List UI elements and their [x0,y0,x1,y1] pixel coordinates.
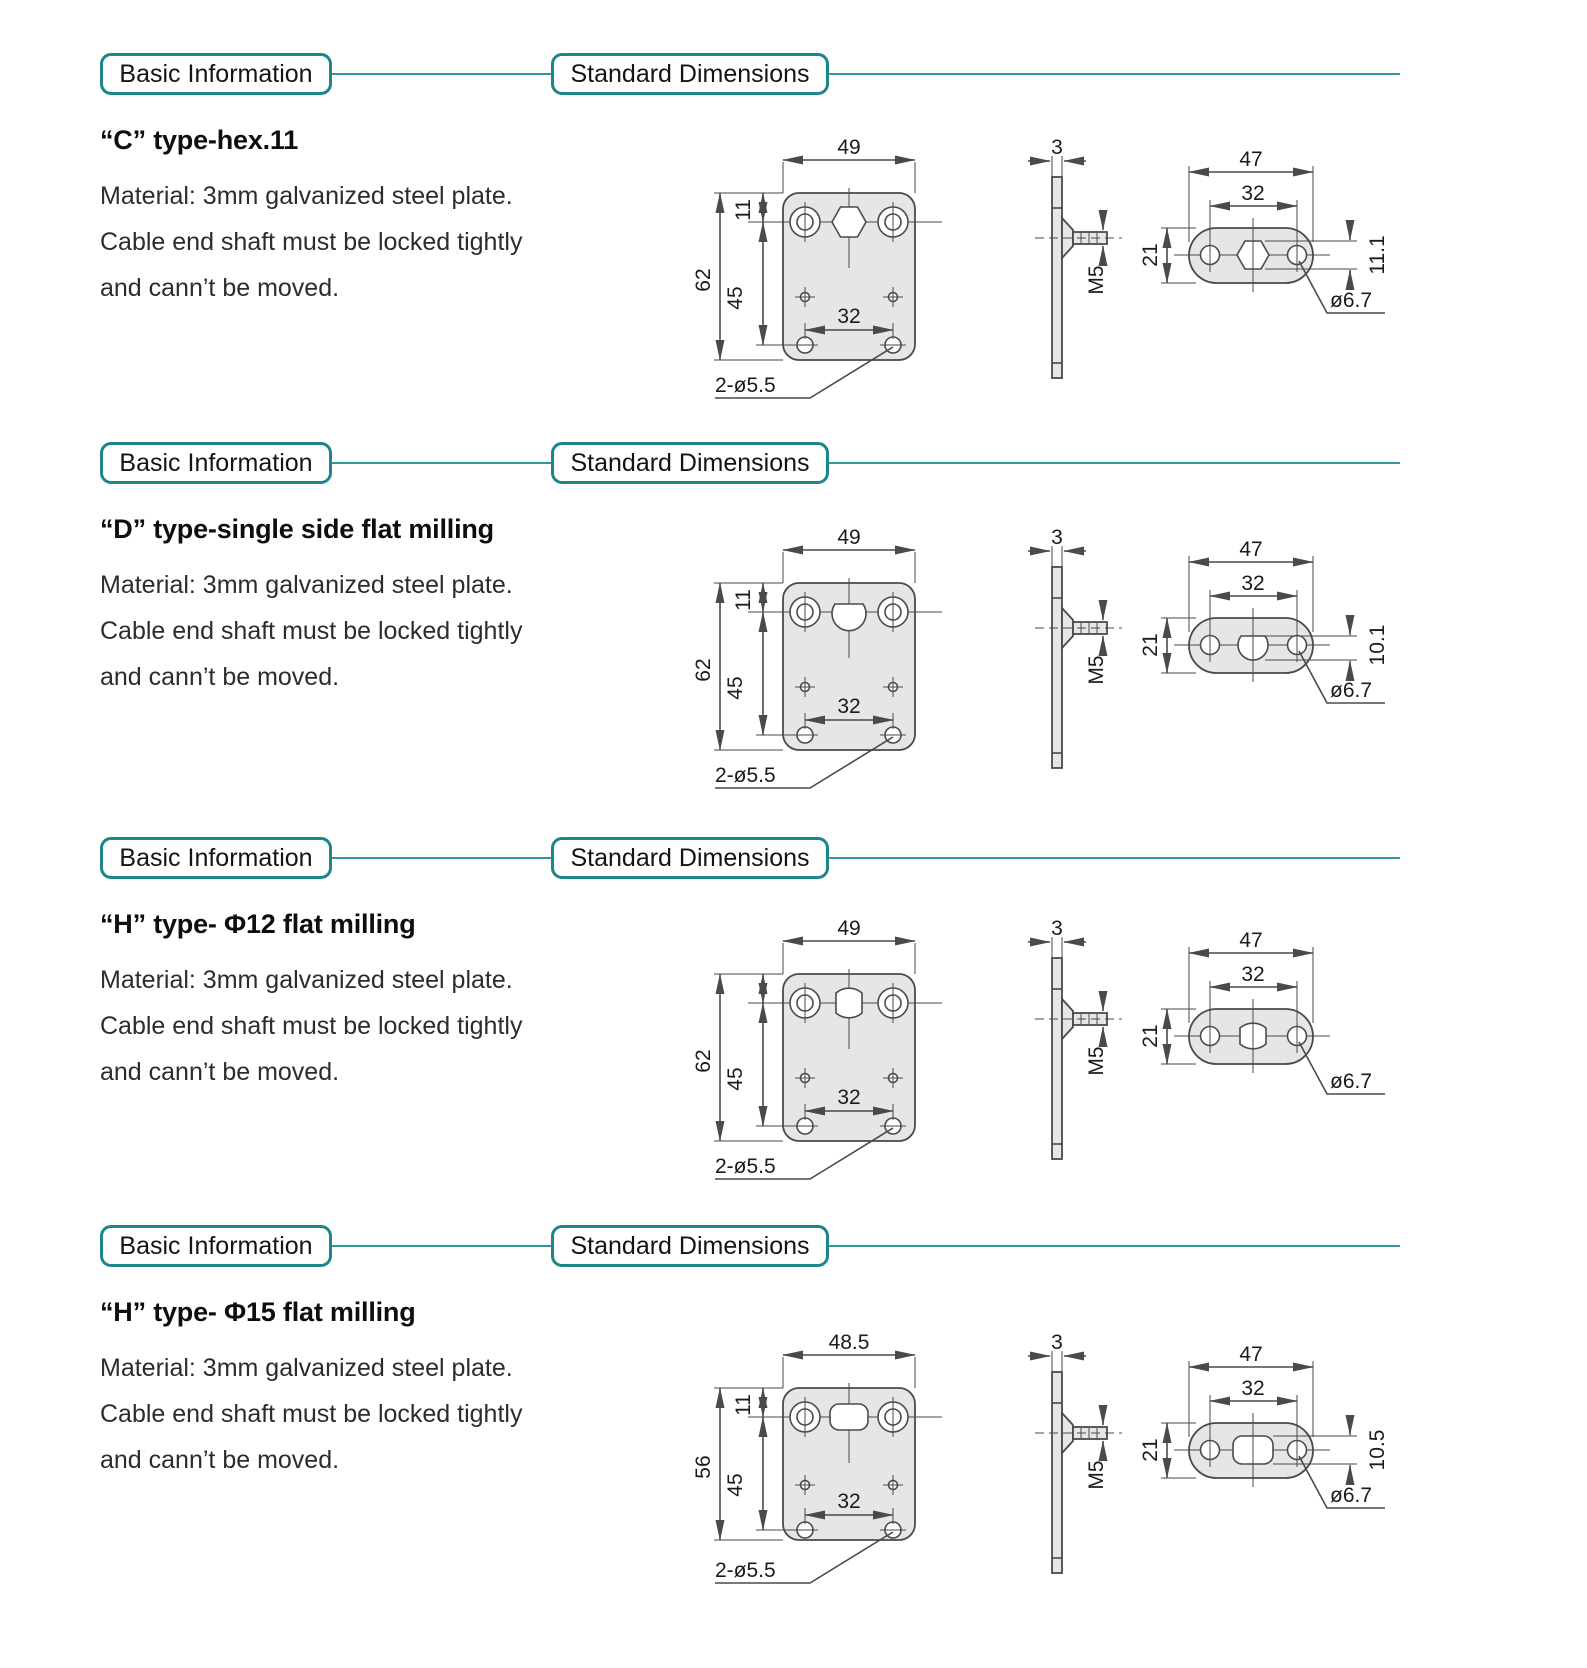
standard-dimensions-badge [551,442,829,484]
side-profile [1052,177,1062,378]
product-description [100,1345,522,1483]
technical-drawing [690,1325,1450,1625]
top-view [1139,929,1385,1094]
description-line: Cable end shaft must be locked tightly [100,617,523,645]
dim-head-width: 47 [1239,929,1263,952]
dim-end-hole-dia: ø6.7 [1330,1070,1373,1093]
dim-plate-thickness: 3 [1051,136,1063,159]
dim-top-hole-offset: 11 [732,1394,755,1416]
section-h-type-12 [0,837,1587,1227]
section-d-type-flat [0,442,1587,832]
dim-head-hole-span: 32 [1241,963,1265,986]
basic-information-badge [100,1225,332,1267]
dim-plate-width: 49 [837,136,861,159]
dim-plate-height: 62 [692,268,715,292]
basic-information-label: Basic Information [119,843,313,872]
basic-information-label: Basic Information [119,448,313,477]
standard-dimensions-badge [551,837,829,879]
header-rule-line [826,462,1400,464]
product-title: “D” type-single side flat milling [100,514,494,544]
dim-hole-row-span: 45 [724,1067,747,1091]
dim-head-width: 47 [1239,538,1263,561]
dim-plate-width: 49 [837,526,861,549]
header-rule-line [826,1245,1400,1247]
description-line: and cann’t be moved. [100,1058,340,1086]
description-line: and cann’t be moved. [100,663,340,691]
side-profile [1052,1372,1062,1573]
dim-corner-holes: 2-ø5.5 [715,1559,776,1582]
dim-corner-holes: 2-ø5.5 [715,374,776,397]
dim-head-hole-span: 32 [1241,572,1265,595]
dim-hole-row-span: 45 [724,286,747,310]
dim-bottom-hole-span: 32 [837,695,861,718]
header-connector-line [330,857,554,859]
dim-plate-height: 62 [692,658,715,682]
dim-plate-thickness: 3 [1051,526,1063,549]
description-line: Cable end shaft must be locked tightly [100,1012,523,1040]
standard-dimensions-badge [551,1225,829,1267]
description-line: and cann’t be moved. [100,1446,340,1474]
description-line: Material: 3mm galvanized steel plate. [100,182,513,210]
dim-stud-thread: M5 [1085,655,1108,685]
side-view [1028,136,1122,378]
dim-head-hole-span: 32 [1241,182,1265,205]
dim-center-hole-height: 10.1 [1366,624,1389,666]
basic-information-badge [100,442,332,484]
dim-head-width: 47 [1239,148,1263,171]
product-title: “H” type- Φ15 flat milling [100,1297,416,1327]
header-connector-line [330,1245,554,1247]
front-view [692,526,942,788]
product-description [100,173,522,311]
dim-top-hole-offset: 11 [732,589,755,611]
product-title: “C” type-hex.11 [100,125,299,155]
dim-head-height: 21 [1139,633,1162,657]
dim-corner-holes: 2-ø5.5 [715,764,776,787]
front-view [692,136,942,398]
description-line: Material: 3mm galvanized steel plate. [100,571,513,599]
dim-hole-row-span: 45 [724,1473,747,1497]
center-hole-double-flat [836,988,862,1018]
front-view [692,1331,942,1583]
standard-dimensions-label: Standard Dimensions [570,59,810,88]
dim-head-hole-span: 32 [1241,1377,1265,1400]
dim-end-hole-dia: ø6.7 [1330,679,1373,702]
header-rule-line [826,73,1400,75]
dim-stud-thread: M5 [1085,1460,1108,1490]
dim-stud-thread: M5 [1085,1046,1108,1076]
side-view [1028,1331,1122,1573]
side-view [1028,917,1122,1159]
dim-plate-width: 48.5 [828,1331,870,1354]
header-connector-line [330,73,554,75]
basic-information-badge [100,837,332,879]
technical-drawing [690,911,1450,1211]
dim-stud-thread: M5 [1085,265,1108,295]
top-view [1139,1343,1389,1508]
standard-dimensions-label: Standard Dimensions [570,843,810,872]
section-h-type-15 [0,1225,1587,1615]
description-line: Material: 3mm galvanized steel plate. [100,966,513,994]
center-hole-hexagon [832,207,866,237]
dim-bottom-hole-span: 32 [837,1490,861,1513]
header-rule-line [826,857,1400,859]
dim-center-hole-height: 11.1 [1366,235,1389,275]
basic-information-label: Basic Information [119,1231,313,1260]
dim-plate-height: 62 [692,1049,715,1073]
side-view [1028,526,1122,768]
center-hole-d-flat [832,604,866,631]
section-c-type-hex [0,53,1587,443]
basic-information-label: Basic Information [119,59,313,88]
description-line: Material: 3mm galvanized steel plate. [100,1354,513,1382]
dim-plate-height: 56 [692,1455,715,1479]
product-title: “H” type- Φ12 flat milling [100,909,416,939]
top-view [1139,538,1389,703]
front-view [692,917,942,1179]
center-hole-slot [830,1404,868,1430]
description-line: Cable end shaft must be locked tightly [100,1400,523,1428]
product-description [100,562,522,700]
technical-drawing [690,130,1450,430]
dim-end-hole-dia: ø6.7 [1330,1484,1373,1507]
side-profile [1052,958,1062,1159]
basic-information-badge [100,53,332,95]
dim-corner-holes: 2-ø5.5 [715,1155,776,1178]
dim-head-height: 21 [1139,243,1162,267]
description-line: and cann’t be moved. [100,274,340,302]
product-description [100,957,522,1095]
dim-bottom-hole-span: 32 [837,1086,861,1109]
dim-head-width: 47 [1239,1343,1263,1366]
description-line: Cable end shaft must be locked tightly [100,228,523,256]
dim-plate-thickness: 3 [1051,917,1063,940]
dim-bottom-hole-span: 32 [837,305,861,328]
standard-dimensions-label: Standard Dimensions [570,448,810,477]
side-profile [1052,567,1062,768]
dim-top-hole-offset: 11 [732,199,755,221]
dim-plate-thickness: 3 [1051,1331,1063,1354]
standard-dimensions-label: Standard Dimensions [570,1231,810,1260]
dim-end-hole-dia: ø6.7 [1330,289,1373,312]
standard-dimensions-badge [551,53,829,95]
dim-hole-row-span: 45 [724,676,747,700]
dim-center-hole-height: 10.5 [1366,1429,1389,1471]
dim-head-height: 21 [1139,1438,1162,1462]
header-connector-line [330,462,554,464]
dim-head-height: 21 [1139,1024,1162,1048]
top-view [1139,148,1389,313]
dim-plate-width: 49 [837,917,861,940]
technical-drawing [690,520,1450,820]
